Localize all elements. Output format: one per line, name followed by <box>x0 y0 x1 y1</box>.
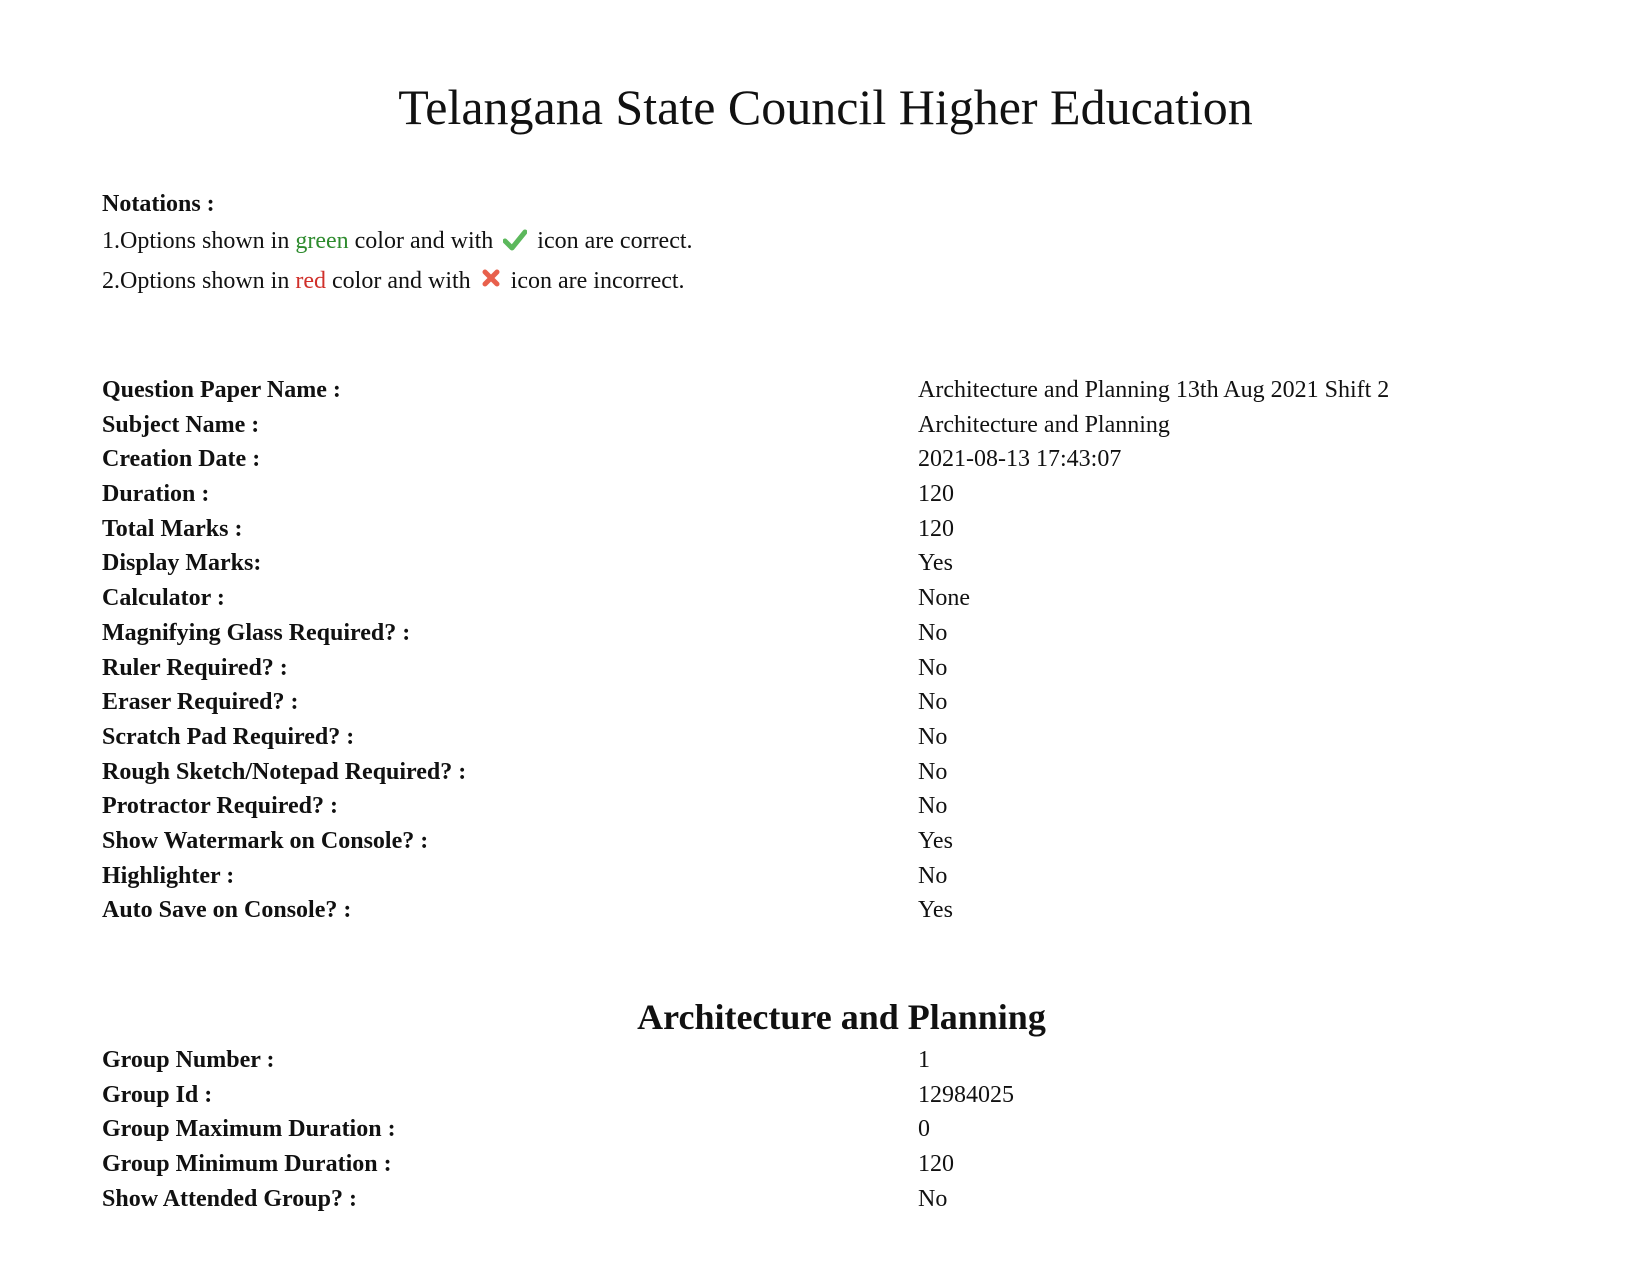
notation-green-word: green <box>295 228 349 254</box>
paper-info-row <box>102 373 1389 408</box>
paper-info-value: Architecture and Planning 13th Aug 2021 Shift 2 <box>918 377 1390 403</box>
check-icon <box>503 226 527 263</box>
group-info-value: 120 <box>918 1151 954 1178</box>
paper-info-row <box>102 512 1389 547</box>
notation-correct-middle: color and with <box>348 228 500 254</box>
paper-info-value: No <box>918 654 948 681</box>
paper-info-label: Calculator : <box>102 585 225 612</box>
paper-info-label: Duration : <box>102 481 210 508</box>
paper-info-label: Display Marks: <box>102 550 262 577</box>
paper-info-row <box>102 720 1389 755</box>
group-info-row <box>102 1182 1014 1217</box>
notation-correct-prefix: 1.Options shown in <box>102 228 296 254</box>
group-info-table <box>102 1043 1014 1216</box>
group-info-value: 1 <box>918 1047 930 1073</box>
notation-correct-suffix: icon are correct. <box>531 228 693 254</box>
group-info-value: 0 <box>918 1116 930 1143</box>
notations-heading: Notations : <box>102 191 215 217</box>
paper-info-value: No <box>918 723 948 750</box>
paper-info-value: Yes <box>918 897 953 924</box>
paper-info-label: Highlighter : <box>102 862 235 889</box>
paper-info-row <box>102 893 1389 928</box>
notation-incorrect-middle: color and with <box>326 268 477 294</box>
group-info-label: Group Maximum Duration : <box>102 1116 396 1143</box>
paper-info-label: Ruler Required? : <box>102 654 288 681</box>
document-title: Telangana State Council Higher Education <box>398 79 1253 135</box>
cross-icon <box>481 266 501 303</box>
paper-info-value: No <box>918 793 948 820</box>
group-info-label: Group Minimum Duration : <box>102 1151 392 1178</box>
paper-info-label: Auto Save on Console? : <box>102 897 352 924</box>
notation-incorrect-suffix: icon are incorrect. <box>504 268 685 294</box>
group-info-row <box>102 1112 1014 1147</box>
paper-info-label: Total Marks : <box>102 515 243 542</box>
notation-correct-line <box>102 223 693 263</box>
paper-info-value: 120 <box>918 515 954 542</box>
paper-info-value: No <box>918 619 948 646</box>
paper-info-label: Eraser Required? : <box>102 689 299 716</box>
paper-info-value: Yes <box>918 827 953 854</box>
group-info-row <box>102 1043 1014 1078</box>
paper-info-value: No <box>918 758 948 785</box>
paper-info-label: Subject Name : <box>102 411 260 438</box>
group-info-label: Show Attended Group? : <box>102 1185 357 1212</box>
paper-info-row <box>102 859 1389 894</box>
paper-info-row <box>102 581 1389 616</box>
notations-block <box>102 186 693 303</box>
paper-info-row <box>102 442 1389 477</box>
paper-info-label: Question Paper Name : <box>102 377 341 403</box>
paper-info-row <box>102 408 1389 443</box>
paper-info-row <box>102 546 1389 581</box>
paper-info-row <box>102 616 1389 651</box>
paper-info-row <box>102 651 1389 686</box>
paper-info-value: Architecture and Planning <box>918 411 1170 438</box>
group-info-label: Group Id : <box>102 1081 213 1108</box>
paper-info-label: Creation Date : <box>102 446 261 473</box>
paper-info-label: Protractor Required? : <box>102 793 338 820</box>
paper-info-label: Magnifying Glass Required? : <box>102 619 411 646</box>
section-title: Architecture and Planning <box>637 997 1046 1037</box>
group-info-row <box>102 1078 1014 1113</box>
paper-info-label: Show Watermark on Console? : <box>102 827 429 854</box>
paper-info-row <box>102 824 1389 859</box>
paper-info-row <box>102 789 1389 824</box>
paper-info-label: Scratch Pad Required? : <box>102 723 355 750</box>
paper-info-label: Rough Sketch/Notepad Required? : <box>102 758 467 785</box>
paper-info-row <box>102 477 1389 512</box>
paper-info-table <box>102 373 1389 928</box>
group-info-value: No <box>918 1185 948 1212</box>
paper-info-value: No <box>918 862 948 889</box>
paper-info-value: Yes <box>918 550 953 577</box>
paper-info-value: None <box>918 585 970 612</box>
paper-info-value: 2021-08-13 17:43:07 <box>918 446 1122 473</box>
group-info-value: 12984025 <box>918 1081 1014 1108</box>
notation-incorrect-prefix: 2.Options shown in <box>102 268 296 294</box>
paper-info-value: 120 <box>918 481 954 508</box>
paper-info-value: No <box>918 689 948 716</box>
paper-info-row <box>102 685 1389 720</box>
group-info-row <box>102 1147 1014 1182</box>
paper-info-row <box>102 755 1389 790</box>
notation-incorrect-line <box>102 263 693 303</box>
group-info-label: Group Number : <box>102 1047 275 1073</box>
notation-red-word: red <box>295 268 327 294</box>
